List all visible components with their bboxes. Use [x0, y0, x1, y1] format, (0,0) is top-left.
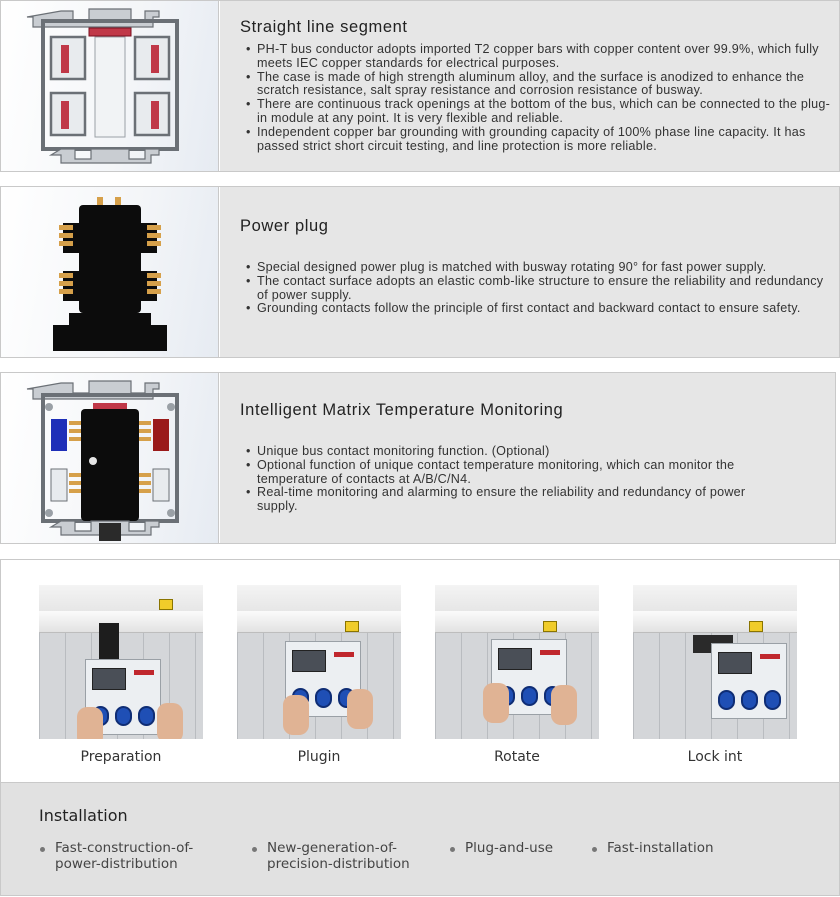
list-item: • Optional function of unique contact temperature monitoring, which can monitor the temperature of contacts at A/B/C/N4.	[246, 459, 765, 487]
power-plug-text	[220, 187, 839, 357]
warning-label-icon	[345, 621, 359, 632]
list-item: • The case is made of high strength aluminum alloy, and the surface is anodized to enhance the scratch resistance, salt spray resistance and corrosion resistance of busway.	[246, 71, 835, 99]
feature-item	[607, 841, 714, 857]
straight-line-segment-panel	[0, 0, 840, 172]
feature-item	[267, 841, 410, 872]
section-title: Intelligent Matrix Temperature Monitoring	[240, 401, 564, 419]
warning-label-icon	[159, 599, 173, 610]
power-plug-drawing	[1, 187, 219, 357]
feature-line: Fast-installation	[607, 840, 714, 856]
plug-icon	[99, 623, 119, 663]
temperature-monitoring-text	[220, 373, 835, 543]
section-title: Straight line segment	[240, 18, 408, 36]
list-item: • PH-T bus conductor adopts imported T2 copper bars with copper content over 99.9%, which fully meets IEC copper standards for electrical purposes.	[246, 43, 835, 71]
bullet-icon	[592, 847, 597, 852]
power-plug-image	[1, 187, 219, 357]
hand-icon	[283, 695, 309, 735]
hand-icon	[551, 685, 577, 725]
hand-icon	[77, 707, 103, 739]
tap-off-box	[711, 643, 787, 719]
feature-item	[465, 841, 553, 857]
hand-icon	[483, 683, 509, 723]
step-photo	[237, 585, 401, 739]
step-photo	[39, 585, 203, 739]
step-caption: Lock int	[687, 749, 743, 765]
list-item: • Special designed power plug is matched with busway rotating 90° for fast power supply.	[246, 261, 835, 275]
bullet-icon	[450, 847, 455, 852]
temperature-monitoring-image	[1, 373, 219, 543]
straight-line-segment-text	[220, 1, 839, 171]
feature-line: New-generation-of-	[267, 840, 398, 856]
busway-cross-section-image	[1, 1, 219, 171]
step-rotate	[435, 585, 599, 765]
step-lock-in	[633, 585, 797, 765]
feature-line: precision-distribution	[267, 855, 410, 872]
feature-list	[246, 261, 835, 316]
bullet-icon	[40, 847, 45, 852]
feature-line: Plug-and-use	[465, 840, 554, 856]
hand-icon	[157, 703, 183, 739]
installation-features-panel	[0, 783, 840, 896]
step-photo	[633, 585, 797, 739]
feature-list	[246, 43, 835, 153]
step-caption: Rotate	[494, 749, 540, 765]
hand-icon	[347, 689, 373, 729]
step-preparation	[39, 585, 203, 765]
list-item: • Independent copper bar grounding with grounding capacity of 100% phase line capacity. It has passed strict short circuit testing, and line protection is more reliable.	[246, 126, 835, 154]
list-item: • The contact surface adopts an elastic comb-like structure to ensure the reliability and redundancy of power supply.	[246, 275, 835, 303]
list-item: • There are continuous track openings at the bottom of the bus, which can be connected to the plug-in module at any point. It is very flexible and reliable.	[246, 98, 835, 126]
busway-profile-drawing	[1, 1, 219, 171]
section-title: Power plug	[240, 217, 329, 235]
installation-steps-panel	[0, 559, 840, 783]
feature-line: Fast-construction-of-	[55, 840, 194, 856]
bullet-icon	[252, 847, 257, 852]
list-item: • Grounding contacts follow the principle of first contact and backward contact to ensure safety.	[246, 302, 835, 316]
warning-label-icon	[543, 621, 557, 632]
temperature-monitoring-panel	[0, 372, 836, 544]
warning-label-icon	[749, 621, 763, 632]
step-caption: Preparation	[80, 749, 162, 765]
feature-line: power-distribution	[55, 855, 178, 872]
list-item: • Real-time monitoring and alarming to ensure the reliability and redundancy of power supply.	[246, 486, 765, 514]
monitoring-cross-section-drawing	[1, 373, 219, 543]
installation-title: Installation	[39, 806, 128, 825]
list-item: • Unique bus contact monitoring function. (Optional)	[246, 445, 765, 459]
step-photo	[435, 585, 599, 739]
step-caption: Plugin	[297, 749, 341, 765]
feature-item	[55, 841, 193, 872]
power-plug-panel	[0, 186, 840, 358]
step-plugin	[237, 585, 401, 765]
feature-list	[246, 445, 765, 514]
